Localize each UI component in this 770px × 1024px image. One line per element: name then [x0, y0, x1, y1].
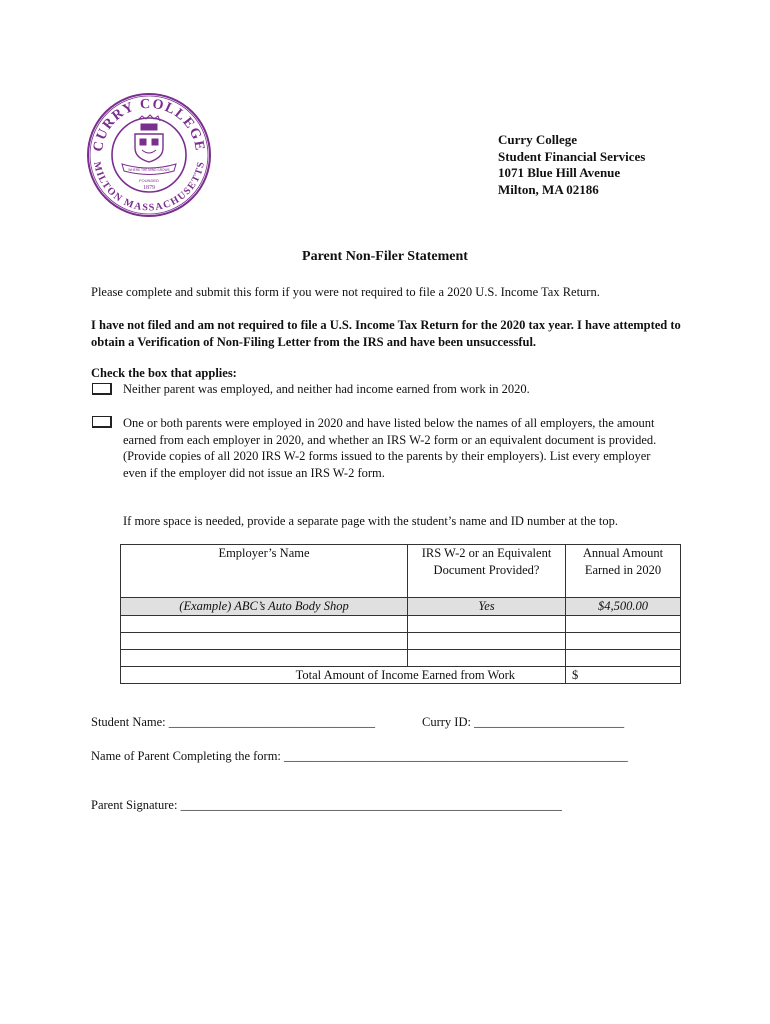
intro-text: Please complete and submit this form if you were not required to file a 2020 U.S. Income Tax Return.	[91, 285, 600, 299]
table-row	[121, 649, 681, 666]
address-line-2: Student Financial Services	[498, 148, 646, 164]
curry-id-field[interactable]: Curry ID: ________________________	[422, 715, 625, 729]
table-row	[121, 615, 681, 632]
parent-name-field[interactable]: Name of Parent Completing the form: _______________________________________________________	[91, 749, 628, 763]
w2-provided-cell[interactable]	[408, 615, 566, 632]
header-employer-name: Employer’s Name	[121, 545, 408, 598]
option-2-checkbox[interactable]	[92, 416, 112, 428]
svg-text:FOUNDED: FOUNDED	[139, 178, 159, 183]
amount-cell[interactable]	[566, 615, 681, 632]
address-line-4: Milton, MA 02186	[498, 181, 599, 197]
employer-name-cell[interactable]	[121, 632, 408, 649]
header-annual-amount: Annual Amount Earned in 2020	[566, 545, 681, 598]
curry-college-seal-logo	[86, 92, 212, 218]
more-space-note: If more space is needed, provide a separate page with the student’s name and ID number at the top.	[123, 514, 618, 528]
w2-provided-cell[interactable]	[408, 649, 566, 666]
total-label: Total Amount of Income Earned from Work	[121, 666, 566, 684]
option-1-label: Neither parent was employed, and neither had income earned from work in 2020.	[123, 382, 530, 396]
non-filer-statement: I have not filed and am not required to file a U.S. Income Tax Return for the 2020 tax year. I have attempted to obtain a Verification of Non-Filing Letter from the IRS and have been unsuccessful.	[91, 318, 681, 349]
w2-provided-cell[interactable]	[408, 632, 566, 649]
option-2-label: One or both parents were employed in 2020 and have listed below the names of all employers, the amount earned from each employer in 2020, and whether an IRS W-2 form or an equivalent document is provided. (Provide copies of all 2020 IRS W-2 forms issued to the parents by their employers). List every employer even if the employer did not issue an IRS W-2 form.	[123, 416, 657, 480]
employer-name-cell[interactable]	[121, 615, 408, 632]
header-w2-provided: IRS W-2 or an Equivalent Document Provided?	[408, 545, 566, 598]
college-address	[498, 132, 645, 198]
example-amount: $4,500.00	[566, 598, 681, 616]
svg-text:CURRY COLLEGE: CURRY COLLEGE	[90, 96, 208, 153]
address-line-3: 1071 Blue Hill Avenue	[498, 165, 621, 180]
amount-cell[interactable]	[566, 649, 681, 666]
student-name-field[interactable]: Student Name: _________________________________	[91, 715, 376, 729]
amount-cell[interactable]	[566, 632, 681, 649]
employer-name-cell[interactable]	[121, 649, 408, 666]
employer-table	[120, 544, 681, 684]
svg-text:1879: 1879	[143, 185, 155, 191]
total-amount-cell[interactable]: $	[566, 666, 681, 684]
svg-text:MILTON MASSACHUSETTS: MILTON MASSACHUSETTS	[90, 160, 207, 214]
address-line-1: Curry College	[498, 132, 578, 147]
example-w2: Yes	[408, 598, 566, 616]
parent-signature-field[interactable]: Parent Signature: _____________________________________________________________	[91, 798, 562, 812]
check-box-heading: Check the box that applies:	[91, 366, 237, 380]
table-total-row	[121, 666, 681, 684]
table-row	[121, 632, 681, 649]
table-header-row	[121, 545, 681, 598]
table-row-example	[121, 598, 681, 616]
option-1-checkbox[interactable]	[92, 383, 112, 395]
example-employer: (Example) ABC’s Auto Body Shop	[121, 598, 408, 616]
form-title: Parent Non-Filer Statement	[302, 249, 468, 264]
svg-text:WHERE THE MIND GROWS: WHERE THE MIND GROWS	[128, 168, 170, 172]
